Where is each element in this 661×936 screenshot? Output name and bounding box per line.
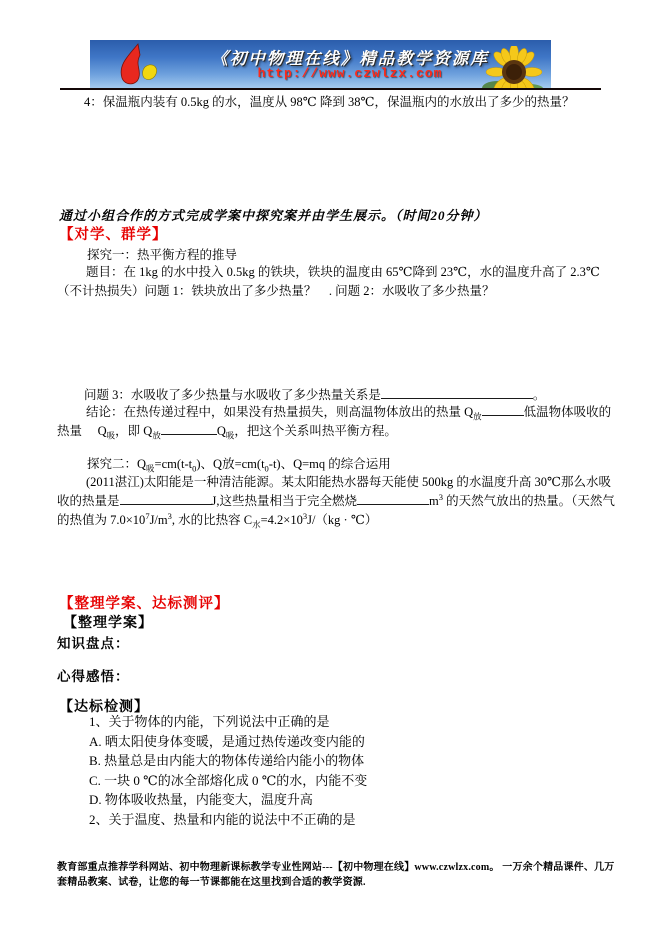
knowledge-summary-label: 知识盘点： <box>57 636 130 651</box>
applied-problem: (2011湛江)太阳能是一种清洁能源。某太阳能热水器每天能使 500kg 的水温度升高 30℃那么水吸收的热量是 J,这些热量相当于完全燃烧 $m^3$ 的天然气放出的热量。（天然气的热值为 $7.0\times 10^7J/m^3$, 水的比热容 $C_水=4.2\times 10^3J/(kg$ · ℃） <box>57 475 615 530</box>
conclusion-paragraph: 结论：在热传递过程中，如果没有热量损失，则高温物体放出的热量 $Q_放$ 低温物体吸收的热量 $Q_吸$，即 $Q_放$ $Q_吸$，把这个关系叫热平衡方程。 <box>57 405 612 441</box>
inquiry1-title: 探究一：热平衡方程的推导 <box>87 248 238 262</box>
header-divider <box>60 88 601 90</box>
test-item-choice-d: D. 物体吸收热量，内能变大，温度升高 <box>89 792 313 807</box>
site-banner <box>90 40 551 89</box>
inquiry2-title: 探究二：$Q_吸=cm(t-t_0)$、Q放$=cm(t_0-t)$、Q=mq 的综合运用 <box>87 457 391 474</box>
test-item-choice-b: B. 热量总是由内能大的物体传递给内能小的物体 <box>89 753 365 768</box>
section-heading-duixue-qunxue: 【对学、群学】 <box>59 227 168 243</box>
test-section-heading: 【达标检测】 <box>59 700 149 715</box>
answer-blank <box>161 422 217 435</box>
banner-title: 《初中物理在线》精品教学资源库 <box>211 49 489 68</box>
test-item-q1: 1、关于物体的内能，下列说法中正确的是 <box>89 714 330 729</box>
answer-blank <box>357 492 429 505</box>
footer-text: 教育部重点推荐学科网站、初中物理新课标教学专业性网站---【初中物理在线】www.czwlzx.com。 一万余个精品课件、几万套精品教案、试卷，让您的每一节课都能在这里找到合适的教学资源. <box>57 862 615 888</box>
test-item-q2: 2、关于温度、热量和内能的说法中不正确的是 <box>89 811 356 827</box>
reflection-label: 心得感悟： <box>57 669 130 684</box>
subsection-heading-zhengli: 【整理学案】 <box>63 616 153 631</box>
test-item-choice-c: C. 一块 0 ℃的冰全部熔化成 0 ℃的水，内能不变 <box>89 772 368 788</box>
section-heading-zhengli-dabiao: 【整理学案、达标测评】 <box>59 596 230 612</box>
answer-blank <box>381 386 533 399</box>
answer-blank <box>120 492 212 505</box>
test-item-choice-a: A. 晒太阳使身体变暖，是通过热传递改变内能的 <box>89 733 365 749</box>
inquiry1-problem: 题目：在 1kg 的水中投入 0.5kg 的铁块，铁块的温度由 65℃降到 23℃，水的温度升高了 2.3℃（不计热损失）问题 1：铁块放出了多少热量？ . 问题 2：水吸收了多少热量？ <box>57 265 600 298</box>
question-4-text: 4：保温瓶内装有 0.5kg 的水，温度从 98℃ 降到 38℃，保温瓶内的水放出了多少的热量？ <box>84 95 575 109</box>
activity-instruction: 通过小组合作的方式完成学案中探究案并由学生展示。（时间20分钟） <box>59 208 488 223</box>
test-item-list <box>89 712 549 829</box>
flame-logo-icon <box>114 43 166 89</box>
question-3-line: 问题 3：水吸收了多少热量与水吸收了多少热量关系是 。 <box>84 388 546 402</box>
answer-blank <box>482 403 524 416</box>
sunflower-image <box>478 46 548 89</box>
banner-url-link[interactable]: http://www.czwlzx.com <box>257 66 443 81</box>
